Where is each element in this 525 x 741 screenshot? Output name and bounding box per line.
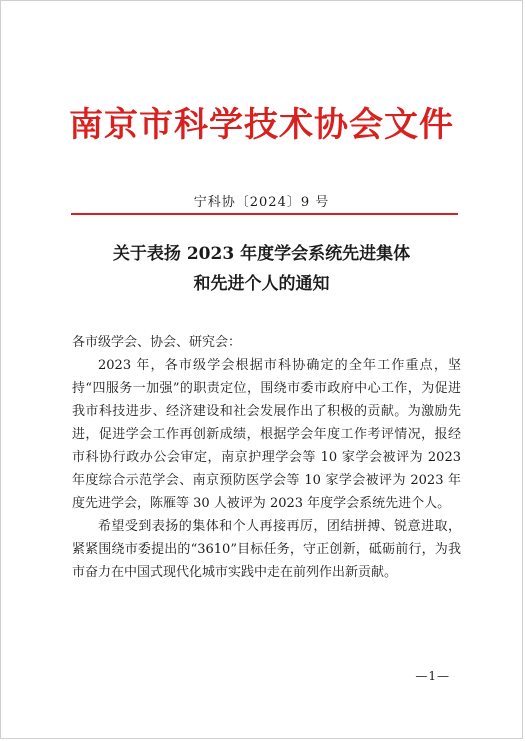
body-paragraph-2: 希望受到表扬的集体和个人再接再厉，团结拼搏、锐意进取，紧紧围绕市委提出的“3610”目标任务，守正创新，砥砺前行，为我市奋力在中国式现代化城市实践中走在前列作出新贡献。: [72, 519, 461, 580]
masthead-title: 南京市科学技术协会文件: [69, 105, 454, 145]
body-paragraph-1: 2023 年，各市级学会根据市科协确定的全年工作重点，坚持“四服务一加强”的职责定位，围绕市委市政府中心工作，为促进我市科技进步、经济建设和社会发展作出了积极的贡献。为激励先进，促进学会工作再创新成绩，根据学会年度工作考评情况，报经市科协行政办公会审定，南京护理学会等 10 家学会被评为 2023 年度综合示范学会、南京预防医学会等 10 家学会被评为 2023 年度先进学会，陈雁等 30 人被评为 2023 年度学会系统先进个人。: [72, 358, 461, 511]
document-number: 宁科协〔2024〕9 号: [193, 195, 330, 210]
notice-title: [1, 239, 522, 299]
page-number: —1—: [415, 669, 450, 683]
notice-title-line-2: 和先进个人的通知: [193, 274, 330, 294]
header-divider: [71, 213, 458, 215]
notice-title-line-1: 关于表扬 2023 年度学会系统先进集体: [112, 244, 411, 264]
salutation: 各市级学会、协会、研究会：: [72, 335, 242, 350]
notice-body: [72, 354, 461, 584]
